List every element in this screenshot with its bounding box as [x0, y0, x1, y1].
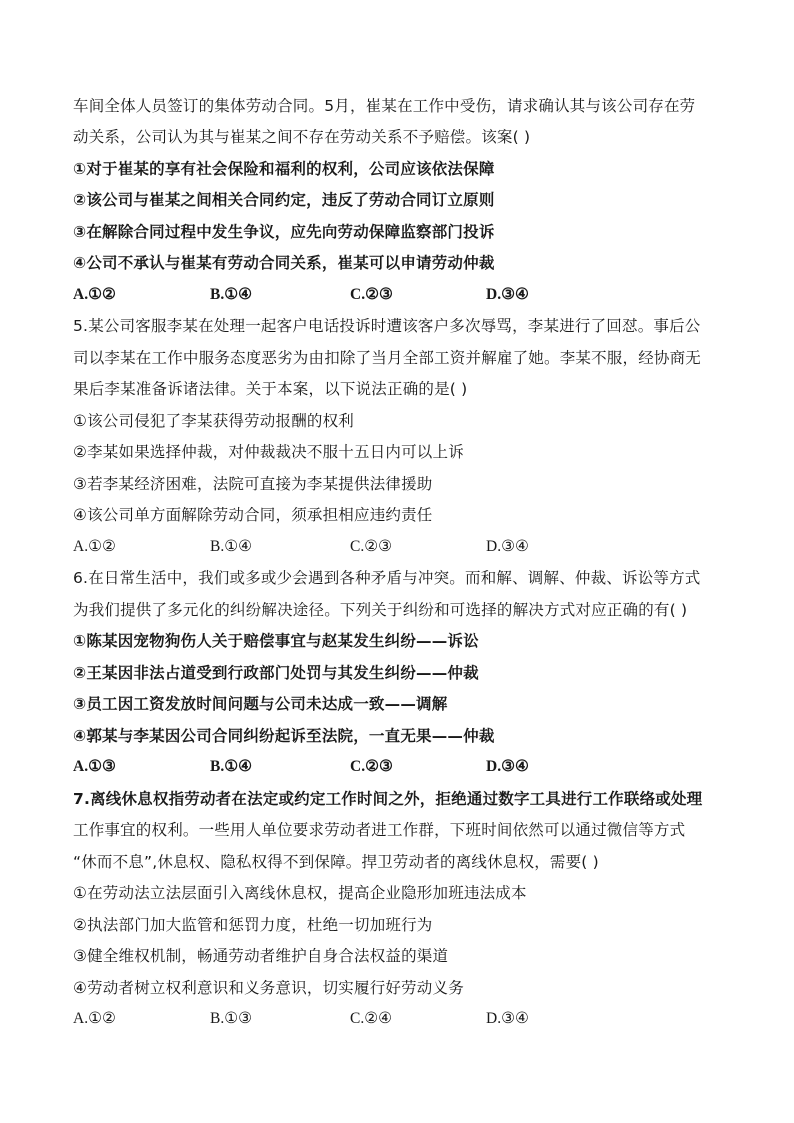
q7-option-b: B.①③	[210, 1010, 253, 1027]
q6-option-c: C.②③	[350, 758, 393, 775]
q7-option-c: C.②④	[350, 1010, 393, 1027]
q5-option-d: D.③④	[486, 538, 529, 555]
q4-option-c: C.②③	[350, 286, 393, 303]
q5-item-2: ②李某如果选择仲裁，对仲裁裁决不服十五日内可以上诉	[73, 443, 464, 461]
q5-item-3: ③若李某经济困难，法院可直接为李某提供法律援助	[73, 475, 433, 493]
q7-item-1: ①在劳动法立法层面引入离线休息权，提高企业隐形加班违法成本	[73, 884, 527, 902]
q4-item-2: ②该公司与崔某之间相关合同约定，违反了劳动合同订立原则	[73, 191, 495, 209]
q6-item-3: ③员工因工资发放时间问题与公司未达成一致——调解	[73, 695, 448, 713]
q7-stem-line-1: 7.离线休息权指劳动者在法定或约定工作时间之外，拒绝通过数字工具进行工作联络或处理	[73, 790, 703, 808]
q6-item-4: ④郭某与李某因公司合同纠纷起诉至法院，一直无果——仲裁	[73, 727, 495, 745]
q6-stem-line-2: 为我们提供了多元化的纠纷解决途径。下列关于纠纷和可选择的解决方式对应正确的有( )	[73, 601, 688, 619]
q5-stem-line-3: 果后李某准备诉诸法律。关于本案，以下说法正确的是( )	[73, 380, 468, 398]
q6-stem-line-1: 6.在日常生活中，我们或多或少会遇到各种矛盾与冲突。而和解、调解、仲裁、诉讼等方式	[73, 569, 701, 587]
q4-item-4: ④公司不承认与崔某有劳动合同关系，崔某可以申请劳动仲裁	[73, 254, 495, 272]
q4-options	[73, 285, 723, 305]
q7-option-a: A.①②	[73, 1010, 116, 1027]
q7-stem-line-2: 工作事宜的权利。一些用人单位要求劳动者进工作群，下班时间依然可以通过微信等方式	[73, 821, 686, 839]
q5-item-4: ④该公司单方面解除劳动合同，须承担相应违约责任	[73, 506, 433, 524]
q4-item-3: ③在解除合同过程中发生争议，应先向劳动保障监察部门投诉	[73, 223, 495, 241]
q6-item-2: ②王某因非法占道受到行政部门处罚与其发生纠纷——仲裁	[73, 664, 479, 682]
q7-options	[73, 1009, 723, 1029]
q6-option-a: A.①③	[73, 758, 116, 775]
q5-option-c: C.②③	[350, 538, 393, 555]
q5-stem-line-2: 司以李某在工作中服务态度恶劣为由扣除了当月全部工资并解雇了她。李某不服，经协商无	[73, 349, 702, 367]
q6-option-d: D.③④	[486, 758, 529, 775]
q7-item-4: ④劳动者树立权利意识和义务意识，切实履行好劳动义务	[73, 979, 464, 997]
q7-stem-line-3: “休而不息”,休息权、隐私权得不到保障。捍卫劳动者的离线休息权，需要( )	[73, 853, 599, 871]
q5-options	[73, 537, 723, 557]
q5-item-1: ①该公司侵犯了李某获得劳动报酬的权利	[73, 412, 354, 430]
q5-option-b: B.①④	[210, 538, 253, 555]
q5-option-a: A.①②	[73, 538, 116, 555]
q5-stem-line-1: 5.某公司客服李某在处理一起客户电话投诉时遭该客户多次辱骂，李某进行了回怼。事后公	[73, 317, 701, 335]
q4-option-b: B.①④	[210, 286, 253, 303]
q4-option-a: A.①②	[73, 286, 116, 303]
q7-option-d: D.③④	[486, 1010, 529, 1027]
q6-option-b: B.①④	[210, 758, 253, 775]
q4-item-1: ①对于崔某的享有社会保险和福利的权利，公司应该依法保障	[73, 160, 495, 178]
q6-options	[73, 757, 723, 777]
q6-item-1: ①陈某因宠物狗伤人关于赔偿事宜与赵某发生纠纷——诉讼	[73, 632, 479, 650]
q4-stem-line-2: 动关系，公司认为其与崔某之间不存在劳动关系不予赔偿。该案( )	[73, 128, 531, 146]
q7-item-3: ③健全维权机制，畅通劳动者维护自身合法权益的渠道	[73, 947, 449, 965]
q4-option-d: D.③④	[486, 286, 529, 303]
q4-stem-line-1: 车间全体人员签订的集体劳动合同。5月，崔某在工作中受伤，请求确认其与该公司存在劳	[73, 97, 696, 115]
q7-item-2: ②执法部门加大监管和惩罚力度，杜绝一切加班行为	[73, 916, 433, 934]
